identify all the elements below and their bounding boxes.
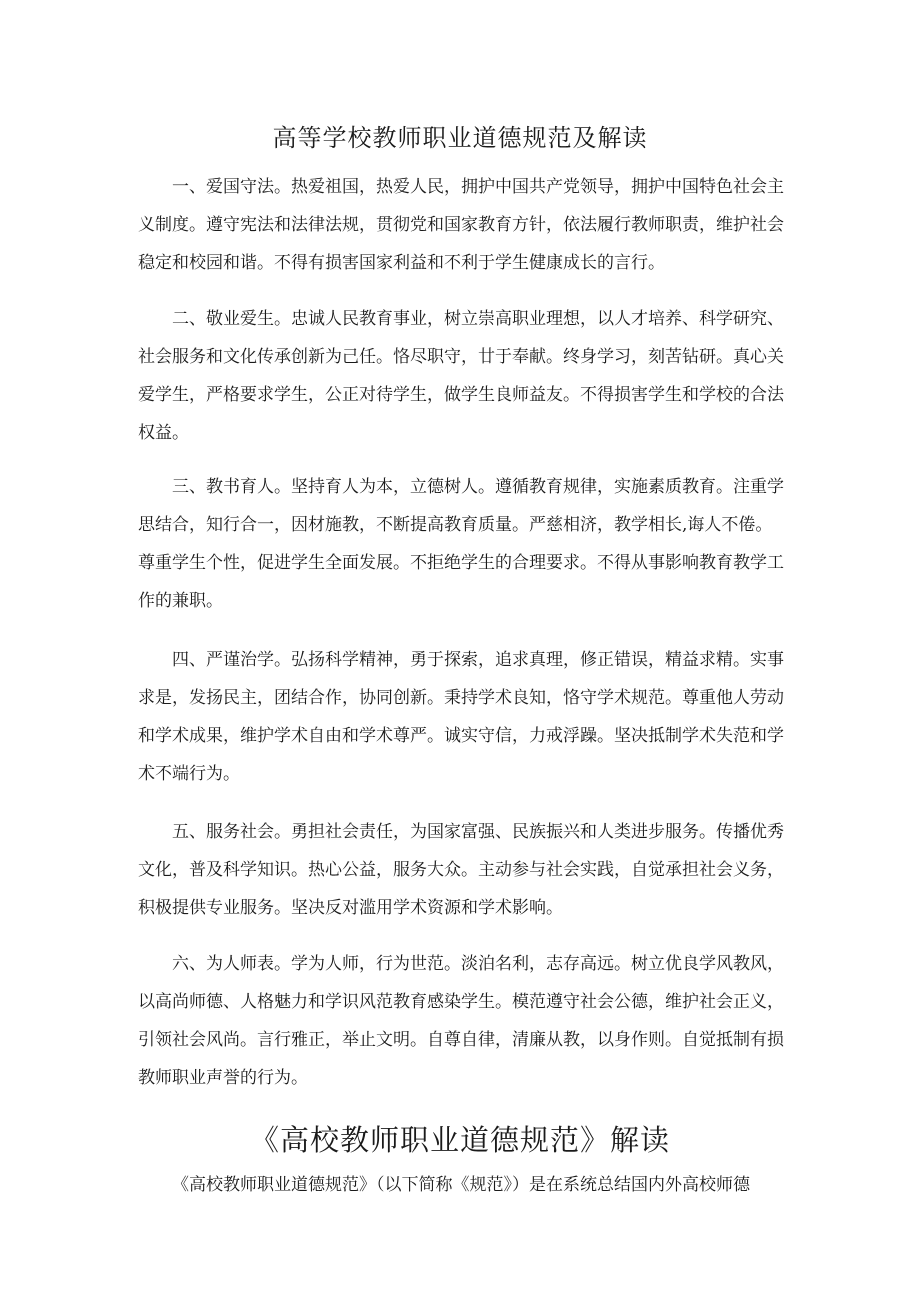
document-title: 高等学校教师职业道德规范及解读 xyxy=(272,124,648,152)
section-line: 作的兼职。 xyxy=(138,591,223,611)
section-line: 文化，普及科学知识。热心公益，服务大众。主动参与社会实践，自觉承担社会义务， xyxy=(138,860,784,880)
section-line: 六、为人师表。学为人师，行为世范。淡泊名利，志存高远。树立优良学风教风， xyxy=(172,954,784,974)
section-service xyxy=(138,813,786,927)
interpretation-intro xyxy=(138,1166,786,1204)
section-line: 五、服务社会。勇担社会责任，为国家富强、民族振兴和人类进步服务。传播优秀 xyxy=(172,822,784,842)
section-line: 三、教书育人。坚持育人为本，立德树人。遵循教育规律，实施素质教育。注重学 xyxy=(172,477,784,497)
section-line: 和学术成果，维护学术自由和学术尊严。诚实守信，力戒浮躁。坚决抵制学术失范和学 xyxy=(138,726,784,746)
section-scholarship xyxy=(138,641,786,793)
section-teaching xyxy=(138,468,786,620)
section-line: 爱学生，严格要求学生，公正对待学生，做学生良师益友。不得损害学生和学校的合法 xyxy=(138,385,784,405)
section-line: 积极提供专业服务。坚决反对滥用学术资源和学术影响。 xyxy=(138,898,563,918)
section-dedication xyxy=(138,300,786,452)
section-line: 一、爱国守法。热爱祖国，热爱人民，拥护中国共产党领导，拥护中国特色社会主 xyxy=(172,177,784,197)
interpretation-heading: 《高校教师职业道德规范》解读 xyxy=(249,1123,670,1157)
section-line: 以高尚师德、人格魅力和学识风范教育感染学生。模范遵守社会公德，维护社会正义， xyxy=(138,992,784,1012)
section-line: 权益。 xyxy=(138,423,189,443)
section-line: 思结合，知行合一，因材施教，不断提高教育质量。严慈相济，教学相长,诲人不倦。 xyxy=(138,515,773,535)
section-patriotism xyxy=(138,168,786,282)
section-line: 稳定和校园和谐。不得有损害国家利益和不利于学生健康成长的言行。 xyxy=(138,253,665,273)
section-line: 二、敬业爱生。忠诚人民教育事业，树立崇高职业理想，以人才培养、科学研究、 xyxy=(172,309,784,329)
section-line: 求是，发扬民主，团结合作，协同创新。秉持学术良知，恪守学术规范。尊重他人劳动 xyxy=(138,688,784,708)
section-line: 教师职业声誉的行为。 xyxy=(138,1068,308,1088)
intro-line: 《高校教师职业道德规范》（以下简称《规范》）是在系统总结国内外高校师德 xyxy=(172,1175,750,1195)
section-line: 社会服务和文化传承创新为己任。恪尽职守，廿于奉献。终身学习，刻苦钻研。真心关 xyxy=(138,347,784,367)
section-role-model xyxy=(138,945,786,1097)
section-line: 引领社会风尚。言行雅正，举止文明。自尊自律，清廉从教，以身作则。自觉抵制有损 xyxy=(138,1030,784,1050)
section-line: 术不端行为。 xyxy=(138,764,240,784)
section-line: 四、严谨治学。弘扬科学精神，勇于探索，追求真理，修正错误，精益求精。实事 xyxy=(172,650,784,670)
section-line: 尊重学生个性，促进学生全面发展。不拒绝学生的合理要求。不得从事影响教育教学工 xyxy=(138,553,784,573)
section-line: 义制度。遵守宪法和法律法规，贯彻党和国家教育方针，依法履行教师职责，维护社会 xyxy=(138,215,784,235)
